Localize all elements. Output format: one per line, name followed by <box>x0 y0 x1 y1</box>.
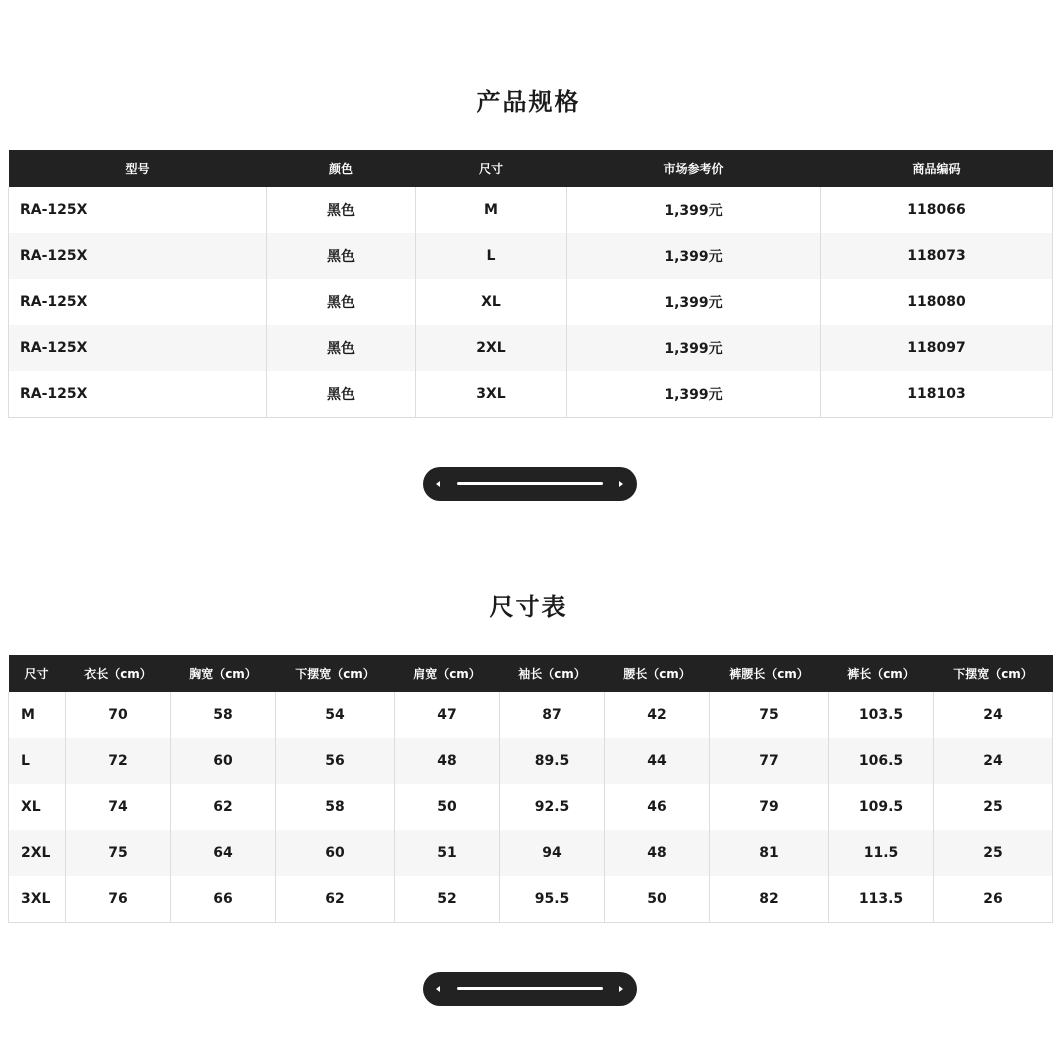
scrollbar-thumb[interactable] <box>457 482 603 485</box>
spec-header-model: 型号 <box>125 162 150 176</box>
spec-cell-model: RA-125X <box>9 279 267 325</box>
size-cell: 72 <box>66 738 171 784</box>
size-cell: 3XL <box>9 876 66 922</box>
spec-cell-price: 1,399元 <box>567 187 821 233</box>
size-cell: 103.5 <box>829 692 934 738</box>
size-cell: 48 <box>605 830 710 876</box>
size-cell: 54 <box>276 692 395 738</box>
size-cell: 50 <box>605 876 710 922</box>
spec-cell-color: 黑色 <box>267 325 416 371</box>
spec-cell-size: 3XL <box>416 371 567 417</box>
spec-cell-model: RA-125X <box>9 371 267 417</box>
table-row <box>9 187 1053 233</box>
size-cell: 24 <box>934 692 1053 738</box>
size-header-pants-waist: 裤腰长（cm） <box>729 667 809 681</box>
size-cell: 50 <box>395 784 500 830</box>
spec-cell-color: 黑色 <box>267 187 416 233</box>
size-cell: 74 <box>66 784 171 830</box>
size-cell: 51 <box>395 830 500 876</box>
spec-header-color: 颜色 <box>328 162 353 176</box>
spec-cell-model: RA-125X <box>9 233 267 279</box>
spec-header-size: 尺寸 <box>478 162 503 176</box>
size-header-shoulder: 肩宽（cm） <box>413 667 481 681</box>
size-cell: 60 <box>171 738 276 784</box>
size-cell: 11.5 <box>829 830 934 876</box>
spec-cell-size: L <box>416 233 567 279</box>
spec-cell-price: 1,399元 <box>567 233 821 279</box>
size-cell: 75 <box>710 692 829 738</box>
size-cell: L <box>9 738 66 784</box>
size-cell: 25 <box>934 830 1053 876</box>
size-cell: 46 <box>605 784 710 830</box>
size-header-hem: 下摆宽（cm） <box>295 667 375 681</box>
size-cell: 25 <box>934 784 1053 830</box>
spec-cell-model: RA-125X <box>9 187 267 233</box>
spec-header-code: 商品编码 <box>912 162 961 176</box>
size-cell: 81 <box>710 830 829 876</box>
size-cell: 62 <box>276 876 395 922</box>
spec-cell-price: 1,399元 <box>567 279 821 325</box>
product-spec-table <box>8 150 1053 418</box>
size-cell: 82 <box>710 876 829 922</box>
size-cell: 64 <box>171 830 276 876</box>
caret-left-icon[interactable] <box>436 986 440 992</box>
spec-cell-code: 118066 <box>821 187 1053 233</box>
size-cell: 94 <box>500 830 605 876</box>
caret-left-icon[interactable] <box>436 481 440 487</box>
spec-table-scrollbar[interactable] <box>423 467 637 501</box>
size-cell: 109.5 <box>829 784 934 830</box>
table-row <box>9 876 1053 922</box>
size-cell: 95.5 <box>500 876 605 922</box>
table-row <box>9 325 1053 371</box>
size-cell: 47 <box>395 692 500 738</box>
spec-header-price: 市场参考价 <box>663 162 724 176</box>
size-cell: 79 <box>710 784 829 830</box>
size-cell: 26 <box>934 876 1053 922</box>
size-cell: XL <box>9 784 66 830</box>
size-chart-table <box>8 655 1053 923</box>
size-cell: 75 <box>66 830 171 876</box>
scrollbar-thumb[interactable] <box>457 987 603 990</box>
size-header-sleeve: 袖长（cm） <box>518 667 586 681</box>
size-header-waist: 腰长（cm） <box>623 667 691 681</box>
spec-cell-code: 118097 <box>821 325 1053 371</box>
spec-cell-code: 118103 <box>821 371 1053 417</box>
spec-cell-size: M <box>416 187 567 233</box>
size-cell: 89.5 <box>500 738 605 784</box>
size-cell: 76 <box>66 876 171 922</box>
size-cell: 58 <box>171 692 276 738</box>
table-row <box>9 784 1053 830</box>
size-cell: 56 <box>276 738 395 784</box>
size-table-scrollbar[interactable] <box>423 972 637 1006</box>
spec-cell-color: 黑色 <box>267 371 416 417</box>
spec-cell-model: RA-125X <box>9 325 267 371</box>
size-cell: 87 <box>500 692 605 738</box>
spec-table-header-row <box>9 150 1053 187</box>
spec-cell-color: 黑色 <box>267 279 416 325</box>
table-row <box>9 371 1053 417</box>
size-cell: 70 <box>66 692 171 738</box>
size-cell: 58 <box>276 784 395 830</box>
size-cell: 92.5 <box>500 784 605 830</box>
size-cell: 106.5 <box>829 738 934 784</box>
spec-cell-price: 1,399元 <box>567 371 821 417</box>
size-cell: 60 <box>276 830 395 876</box>
caret-right-icon[interactable] <box>619 481 623 487</box>
size-cell: 42 <box>605 692 710 738</box>
size-cell: 113.5 <box>829 876 934 922</box>
size-header-chest: 胸宽（cm） <box>189 667 257 681</box>
spec-cell-price: 1,399元 <box>567 325 821 371</box>
size-cell: 66 <box>171 876 276 922</box>
size-table-header-row <box>9 655 1053 692</box>
size-cell: 24 <box>934 738 1053 784</box>
table-row <box>9 692 1053 738</box>
specs-title: 产品规格 <box>476 88 581 116</box>
caret-right-icon[interactable] <box>619 986 623 992</box>
size-cell: 2XL <box>9 830 66 876</box>
size-cell: 52 <box>395 876 500 922</box>
table-row <box>9 830 1053 876</box>
size-cell: M <box>9 692 66 738</box>
size-header-pants-length: 裤长（cm） <box>847 667 915 681</box>
size-header-length: 衣长（cm） <box>84 667 152 681</box>
size-cell: 62 <box>171 784 276 830</box>
size-chart-title: 尺寸表 <box>489 593 568 621</box>
size-cell: 48 <box>395 738 500 784</box>
size-header-pants-hem: 下摆宽（cm） <box>953 667 1033 681</box>
table-row <box>9 738 1053 784</box>
spec-cell-size: 2XL <box>416 325 567 371</box>
size-cell: 77 <box>710 738 829 784</box>
size-cell: 44 <box>605 738 710 784</box>
table-row <box>9 233 1053 279</box>
size-header-size: 尺寸 <box>24 667 49 681</box>
spec-cell-code: 118073 <box>821 233 1053 279</box>
spec-cell-size: XL <box>416 279 567 325</box>
spec-cell-code: 118080 <box>821 279 1053 325</box>
table-row <box>9 279 1053 325</box>
spec-cell-color: 黑色 <box>267 233 416 279</box>
